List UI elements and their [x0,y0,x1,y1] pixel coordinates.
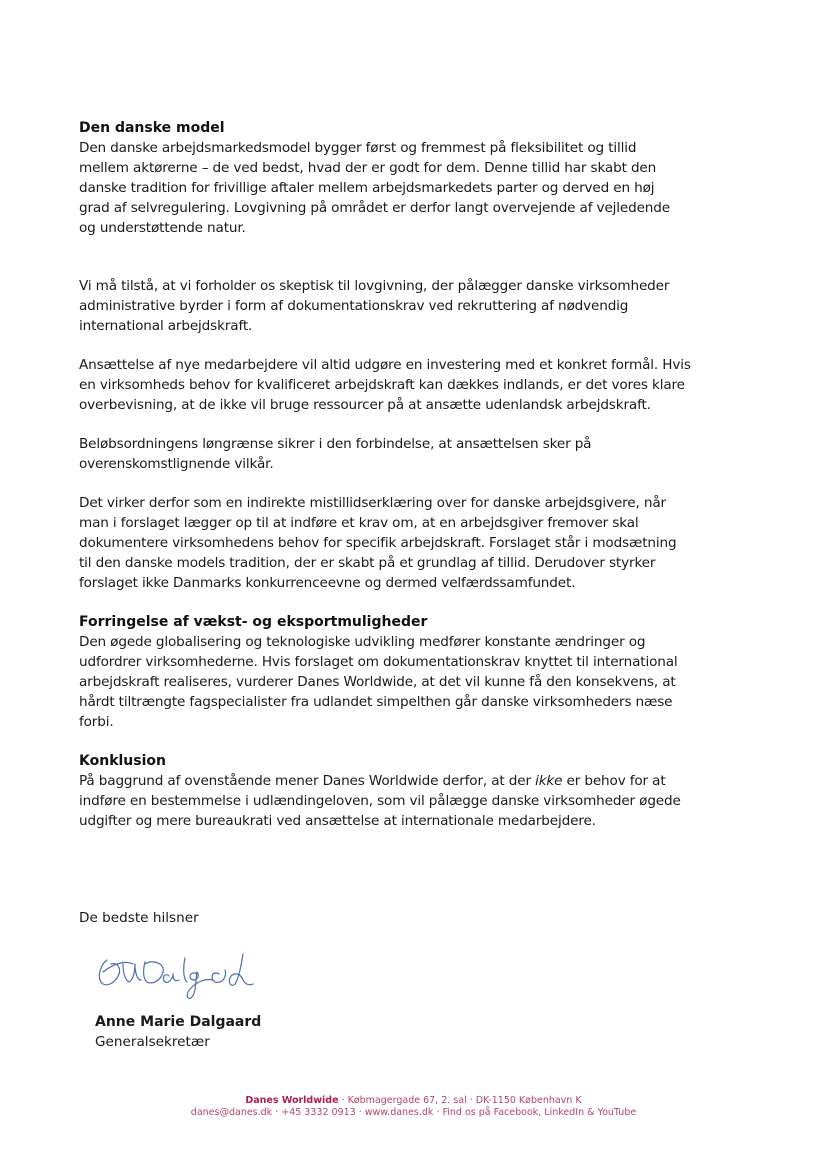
text-line: til den danske models tradition, der er skabt på et grundlag af tillid. Derudover styrker [79,555,656,571]
text-line: Vi må tilstå, at vi forholder os skeptisk til lovgivning, der pålægger danske virksomheder [79,278,670,294]
section-heading-growth: Forringelse af vækst- og eksportmuligheder [79,614,428,630]
text-line: og understøttende natur. [79,220,246,236]
text-line: forslaget ikke Danmarks konkurrenceevne og dermed velfærdssamfundet. [79,575,576,591]
text-line: Det virker derfor som en indirekte mistillidserklæring over for danske arbejdsgivere, når [79,495,666,511]
closing-greeting: De bedste hilsner [79,910,199,926]
text-fragment: er behov for at [562,773,666,789]
signature-image [93,950,273,1010]
paragraph-distrust [79,493,679,593]
signer-name: Anne Marie Dalgaard [95,1014,262,1030]
text-line: en virksomheds behov for kvalificeret arbejdskraft kan dækkes indlands, er det vores klare [79,377,685,393]
text-line: danske tradition for frivillige aftaler mellem arbejdsmarkedets parter og derved en høj [79,180,655,196]
text-line: mellem aktørerne – de ved bedst, hvad der er godt for dem. Denne tillid har skabt den [79,160,657,176]
text-line: international arbejdskraft. [79,318,253,334]
footer-org-name: Danes Worldwide [245,1095,339,1106]
text-line: dokumentere virksomhedens behov for specifik arbejdskraft. Forslaget står i modsætning [79,535,677,551]
footer-contact-line: danes@danes.dk · +45 3332 0913 · www.danes.dk · Find os på Facebook, LinkedIn & YouTube [190,1107,637,1118]
text-line: Den øgede globalisering og teknologiske udvikling medfører konstante ændringer og [79,634,646,650]
text-line: overbevisning, at de ikke vil bruge ressourcer på at ansætte udenlandsk arbejdskraft. [79,397,651,413]
text-line: overenskomstlignende vilkår. [79,456,274,472]
text-line: grad af selvregulering. Lovgivning på området er derfor langt overvejende af vejledende [79,200,670,216]
paragraph-danish-model [79,138,679,238]
paragraph-conclusion [79,771,679,831]
letter-body [79,118,691,831]
text-line: Beløbsordningens løngrænse sikrer i den forbindelse, at ansættelsen sker på [79,436,592,452]
emphasis-text: ikke [535,773,563,789]
text-line: udfordrer virksomhederne. Hvis forslaget om dokumentationskrav knyttet til international [79,654,678,670]
text-line: Ansættelse af nye medarbejdere vil altid udgøre en investering med et konkret formål. Hvis [79,357,691,373]
text-line: arbejdskraft realiseres, vurderer Danes Worldwide, at det vil kunne få den konsekvens, at [79,674,676,690]
paragraph-growth [79,632,679,732]
text-line: man i forslaget lægger op til at indføre et krav om, at en arbejdsgiver fremover skal [79,515,639,531]
footer-address: · Købmagergade 67, 2. sal · DK-1150 København K [338,1095,582,1106]
section-conclusion [79,751,679,831]
paragraph-wage-limit [79,434,679,474]
signer-title: Generalsekretær [95,1034,210,1050]
paragraph-hiring [79,355,691,415]
text-line: udgifter og mere bureaukrati ved ansættelse at internationale medarbejdere. [79,813,596,829]
section-heading-conclusion: Konklusion [79,753,166,769]
text-line [79,771,679,791]
section-heading-danish-model: Den danske model [79,120,225,136]
paragraph-skeptic [79,276,679,336]
section-growth [79,612,679,732]
text-line: Den danske arbejdsmarkedsmodel bygger først og fremmest på fleksibilitet og tillid [79,140,637,156]
text-line: forbi. [79,714,114,730]
text-fragment: På baggrund af ovenstående mener Danes Worldwide derfor, at der [79,773,536,789]
footer-address-line [0,1095,827,1107]
section-danish-model [79,118,679,238]
text-line: indføre en bestemmelse i udlændingeloven, som vil pålægge danske virksomheder øgede [79,793,681,809]
text-line: hårdt tiltrængte fagspecialister fra udlandet simpelthen går danske virksomheders næse [79,694,673,710]
text-line: administrative byrder i form af dokumentationskrav ved rekruttering af nødvendig [79,298,629,314]
